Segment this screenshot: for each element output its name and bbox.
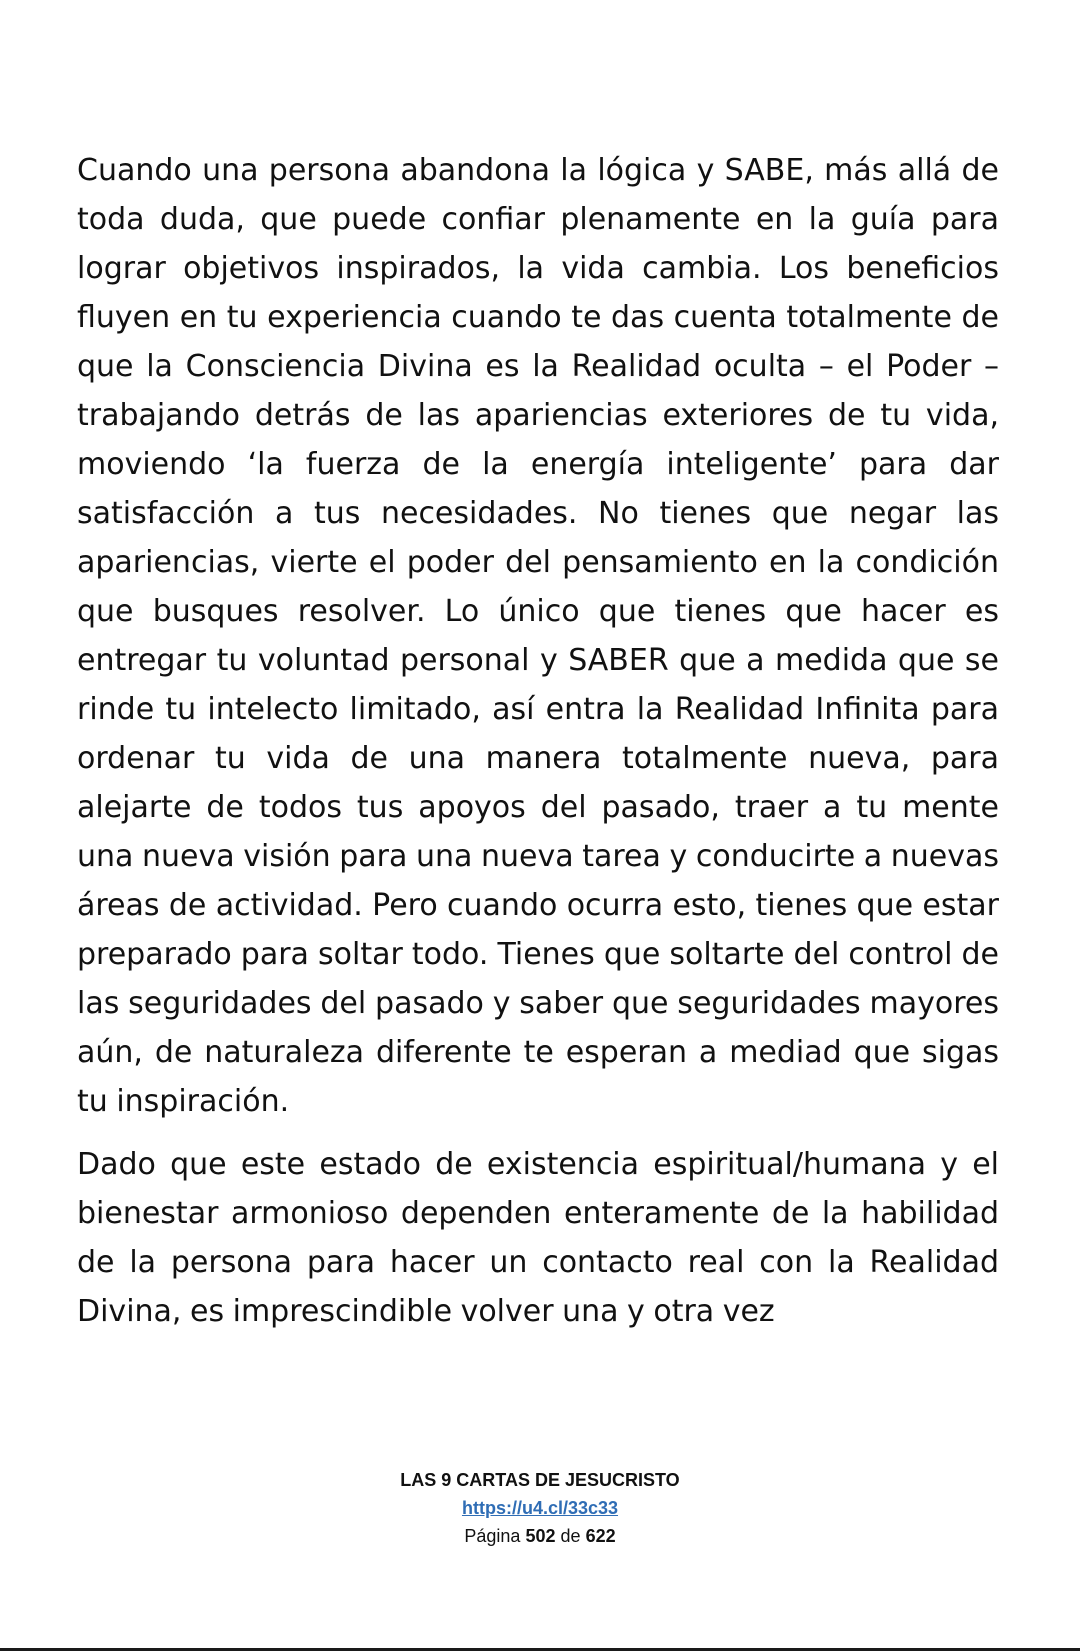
page-total: 622 xyxy=(585,1526,616,1546)
paragraph-1: Cuando una persona abandona la lógica y SABE, más allá de toda duda, que puede confiar plenamente en la guía para lograr objetivos inspirados, la vida cambia. Los beneficios fluyen en tu experiencia cuando te das cuenta totalmente de que la Consciencia Divina es la Realidad oculta – el Poder – trabajando detrás de las apariencias exteriores de tu vida, moviendo ‘la fuerza de la energía inteligente’ para dar satisfacción a tus necesidades. No tienes que negar las apariencias, vierte el poder del pensamiento en la condición que busques resolver. Lo único que tienes que hacer es entregar tu voluntad personal y SABER que a medida que se rinde tu intelecto limitado, así entra la Realidad Infinita para ordenar tu vida de una manera totalmente nueva, para alejarte de todos tus apoyos del pasado, traer a tu mente una nueva visión para una nueva tarea y conducirte a nuevas áreas de actividad. Pero cuando ocurra esto, tienes que estar preparado para soltar todo. Tienes que soltarte del control de las seguridades del pasado y saber que seguridades mayores aún, de naturaleza diferente te esperan a mediad que sigas tu inspiración. xyxy=(77,153,999,1119)
paragraph-2: Dado que este estado de existencia espiritual/humana y el bienestar armonioso dependen enteramente de la habilidad de la persona para hacer un contacto real con la Realidad Divina, es imprescindible volver una y otra vez xyxy=(77,1147,999,1329)
page-separator: de xyxy=(560,1526,581,1546)
page-number xyxy=(0,1522,1080,1550)
page-footer xyxy=(0,1466,1080,1550)
book-link[interactable]: https://u4.cl/33c33 xyxy=(461,1498,619,1518)
book-title: LAS 9 CARTAS DE JESUCRISTO xyxy=(400,1470,680,1490)
page-current: 502 xyxy=(525,1526,556,1546)
body-text xyxy=(77,146,999,1350)
page-prefix: Página xyxy=(464,1526,521,1546)
